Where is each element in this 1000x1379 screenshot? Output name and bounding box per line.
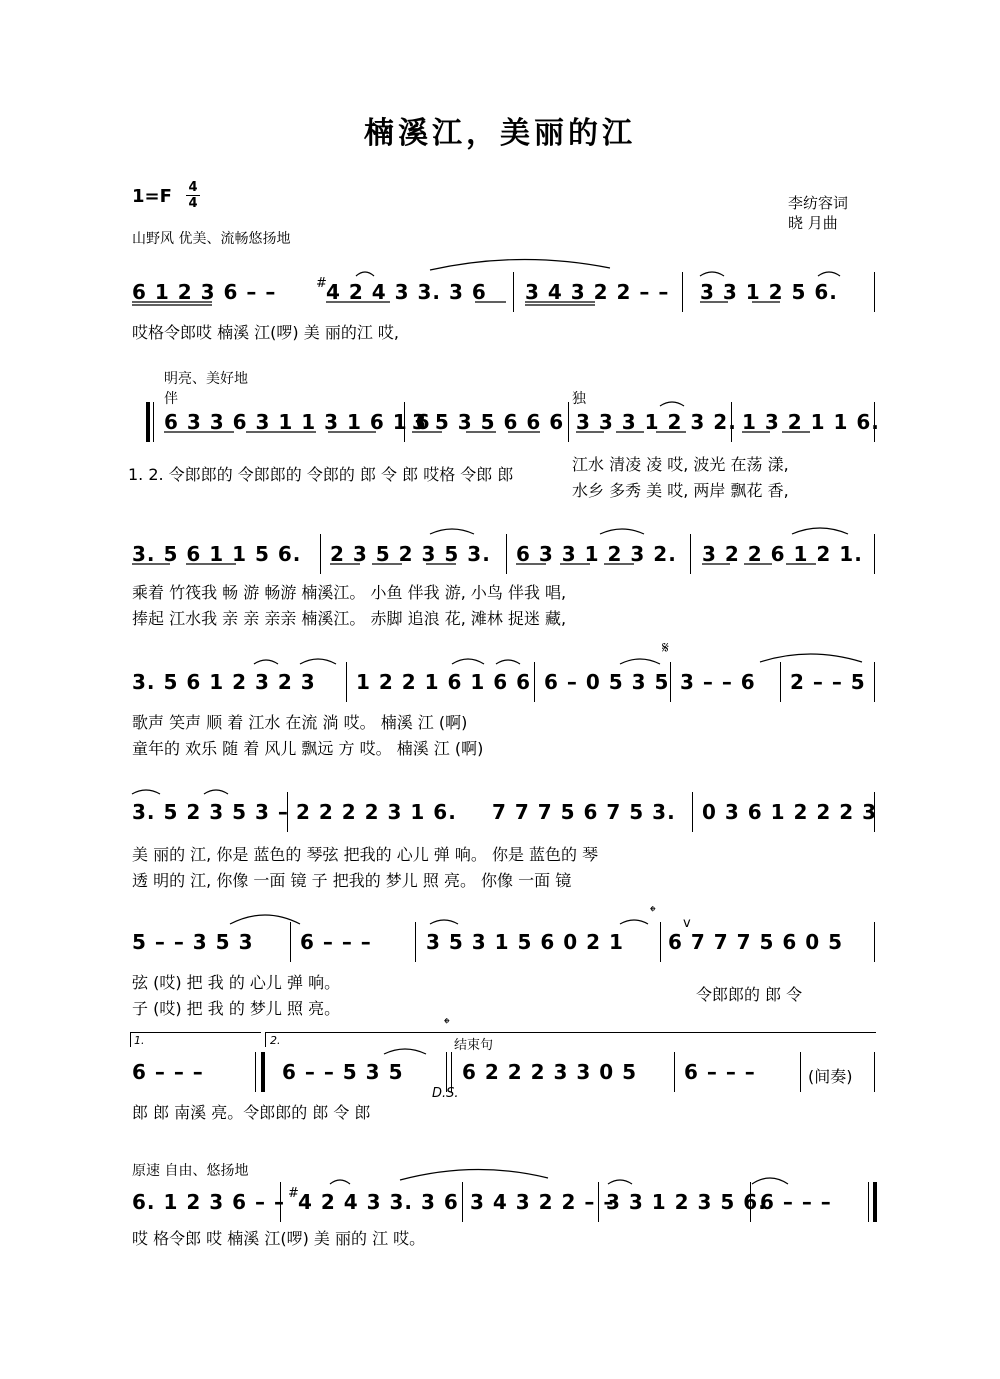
slur — [400, 1169, 548, 1180]
system-7-lyric: 郎 郎 南溪 亮。令郎郎的 郎 令 郎 — [132, 1103, 371, 1122]
system-6-measure-1: 5 – – 3 5 3 — [132, 930, 254, 954]
system-4-lyric-line-2: 童年的 欢乐 随 着 风儿 飘远 方 哎。 楠溪 江 (啊) — [132, 739, 484, 758]
sharp-sign-2: # — [288, 1186, 299, 1201]
system-2-measure-3: 3 3 3 1 2 3 2. — [576, 410, 737, 434]
system-4-measure-4: 3 – – 6 — [680, 670, 756, 694]
volta-1-label: 1. — [134, 1034, 145, 1047]
system-8-measure-1: 6. 1 2 3 6 – – — [132, 1190, 285, 1214]
system-3-measure-4: 3 2 2 6 1 2 1. — [702, 542, 863, 566]
system-8-measure-3: 3 4 3 2 2 – – — [470, 1190, 615, 1214]
system-6-lyric-line-3: 令郎郎的 郎 令 — [696, 985, 803, 1004]
slur — [430, 920, 458, 924]
system-3-measure-2: 2 3 5 2 3 5 3. — [330, 542, 491, 566]
system-5-measure-3: 7 7 7 5 6 7 5 3. — [492, 800, 676, 824]
system-4-lyric-line-1: 歌声 笑声 顺 着 江水 在流 淌 哎。 楠溪 江 (啊) — [132, 713, 468, 732]
system-8-measure-4: 3 3 1 2 3 5 6. — [606, 1190, 767, 1214]
tempo-mark-bright: 明亮、美好地 — [164, 371, 248, 387]
system-5-measure-4: 0 3 6 1 2 2 2 3 — [702, 800, 878, 824]
system-4-measure-5: 2 – – 5 — [790, 670, 866, 694]
system-8-measure-5: 6 – – – — [760, 1190, 832, 1214]
composer-credit: 晓 月曲 — [788, 214, 838, 232]
breath-mark: v — [683, 916, 691, 931]
system-4-measure-1: 3. 5 6 1 2 3 2 3 — [132, 670, 316, 694]
slur — [620, 920, 648, 924]
segno-mark: 𝄋 — [662, 638, 669, 657]
system-7-measure-1: 6 – – – — [132, 1060, 204, 1084]
solo-mark: 独 — [572, 391, 586, 407]
slur — [792, 528, 848, 534]
system-1-measure-3: 3 4 3 2 2 – – — [525, 280, 670, 304]
accompaniment-mark: 伴 — [164, 391, 178, 407]
system-4-measure-2: 1 2 2 1 6 1 6 6 — [356, 670, 532, 694]
system-6-measure-3: 3 5 3 1 5 6 0 2 1 — [426, 930, 624, 954]
system-7-measure-2: 6 – – 5 3 5 — [282, 1060, 404, 1084]
slur — [496, 660, 520, 664]
slur — [600, 529, 644, 534]
system-7-measure-3: 6 2 2 2 3 3 0 5 — [462, 1060, 638, 1084]
slur — [384, 1049, 426, 1054]
system-8-lyric: 哎 格令郎 哎 楠溪 江(啰) 美 丽的 江 哎。 — [132, 1229, 426, 1248]
system-3-lyric-line-1: 乘着 竹筏我 畅 游 畅游 楠溪江。 小鱼 伴我 游, 小鸟 伴我 唱, — [132, 583, 567, 602]
system-6-lyric-line-1: 弦 (哎) 把 我 的 心儿 弹 响。 — [132, 973, 341, 992]
system-3-measure-3: 6 3 3 1 2 3 2. — [516, 542, 677, 566]
ending-phrase-mark: 结束句 — [454, 1038, 494, 1053]
system-5-lyric-line-1: 美 丽的 江, 你是 蓝色的 琴弦 把我的 心儿 弹 响。 你是 蓝色的 琴 — [132, 845, 599, 864]
page-title: 楠溪江，美丽的江 — [364, 116, 636, 151]
system-2-measure-1: 6 3 3 6 3 1 1 3 1 6 1 6 — [164, 410, 431, 434]
volta-2-label: 2. — [270, 1034, 281, 1047]
system-2-lyric-line-2: 水乡 多秀 美 哎, 两岸 飘花 香, — [572, 481, 789, 500]
slur — [700, 272, 724, 276]
ds-mark: D.S. — [432, 1086, 459, 1101]
slur — [818, 272, 840, 276]
coda-mark-2: 𝄌 — [444, 1014, 450, 1033]
system-6-measure-4: 6 7 7 7 5 6 0 5 — [668, 930, 844, 954]
system-2-lyric-verse: 1. 2. 令郎郎的 令郎郎的 令郎的 郎 令 郎 哎格 令郎 郎 — [128, 465, 514, 484]
tempo-mark-intro: 山野风 优美、流畅悠扬地 — [132, 231, 291, 247]
slur — [452, 659, 484, 664]
system-1-measure-4: 3 3 1 2 5 6. — [700, 280, 838, 304]
interlude-label: (间奏) — [808, 1067, 853, 1086]
slur — [254, 660, 278, 664]
lyricist-credit: 李纺容词 — [788, 194, 849, 212]
slur — [204, 790, 228, 794]
slur — [608, 1180, 632, 1184]
slur — [620, 659, 660, 664]
system-4-measure-3: 6 – 0 5 3 5 — [544, 670, 670, 694]
slur — [430, 259, 610, 270]
system-5-measure-2: 2 2 2 2 3 1 6. — [296, 800, 457, 824]
system-8-measure-2: 4 2 4 3 3. 3 6 — [298, 1190, 459, 1214]
slur — [230, 915, 300, 924]
system-1-measure-2: 4 2 4 3 3. 3 6 — [326, 280, 487, 304]
slur — [132, 790, 160, 794]
system-2-measure-4: 1 3 2 1 1 6. — [742, 410, 880, 434]
slur — [330, 1180, 350, 1184]
slur — [300, 659, 336, 664]
system-5-measure-1: 3. 5 2 3 5 3 – — [132, 800, 289, 824]
key-signature: 1=F — [132, 186, 172, 207]
slur — [660, 402, 684, 406]
time-signature-bottom: 4 — [186, 195, 200, 211]
coda-mark: 𝄌 — [650, 902, 656, 921]
system-2-lyric-line-1: 江水 清凌 凌 哎, 波光 在荡 漾, — [572, 455, 789, 474]
system-1-measure-1: 6 1 2 3 6 – – — [132, 280, 277, 304]
slur — [430, 529, 474, 534]
system-1-lyric: 哎格令郎哎 楠溪 江(啰) 美 丽的江 哎, — [132, 323, 400, 342]
system-3-measure-1: 3. 5 6 1 1 5 6. — [132, 542, 302, 566]
slur — [356, 272, 374, 276]
system-7-measure-4: 6 – – – — [684, 1060, 756, 1084]
slur — [752, 1178, 788, 1184]
system-5-lyric-line-2: 透 明的 江, 你像 一面 镜 子 把我的 梦儿 照 亮。 你像 一面 镜 — [132, 871, 572, 890]
slur — [760, 654, 862, 662]
sharp-sign: # — [316, 276, 327, 291]
system-2-measure-2: 3 5 3 5 6 6 6 — [412, 410, 565, 434]
system-6-measure-2: 6 – – – — [300, 930, 372, 954]
tempo-mark-outro: 原速 自由、悠扬地 — [132, 1163, 249, 1179]
system-3-lyric-line-2: 捧起 江水我 亲 亲 亲亲 楠溪江。 赤脚 追浪 花, 滩林 捉迷 藏, — [132, 609, 567, 628]
system-6-lyric-line-2: 子 (哎) 把 我 的 梦儿 照 亮。 — [132, 999, 341, 1018]
time-signature-top: 4 — [188, 180, 198, 195]
